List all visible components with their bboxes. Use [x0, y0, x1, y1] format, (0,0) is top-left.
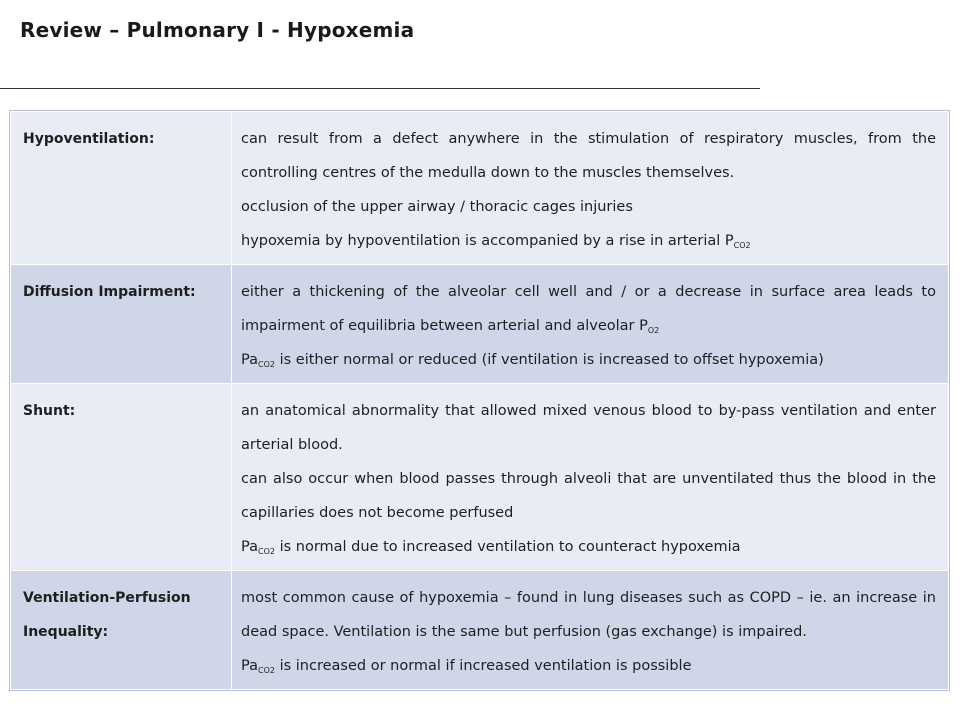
slide-title: Review – Pulmonary I - Hypoxemia: [20, 18, 415, 42]
description-line: most common cause of hypoxemia – found in lung diseases such as COPD – ie. an increase in dead space. Ventilation is the same but perfusion (gas exchange) is impaired.: [241, 590, 936, 640]
row-description: [232, 384, 949, 571]
line-text: is increased or normal if increased ventilation is possible: [274, 658, 692, 674]
subscript: CO2: [257, 666, 275, 675]
description-line: [241, 530, 936, 564]
line-text: is normal due to increased ventilation to counteract hypoxemia: [274, 539, 741, 555]
hypoxemia-review-table: [10, 111, 949, 690]
line-text: is either normal or reduced (if ventilation is increased to offset hypoxemia): [274, 352, 824, 368]
description-line: can also occur when blood passes through alveoli that are unventilated thus the blood in the capillaries does not become perfused: [241, 471, 936, 521]
description-line: can result from a defect anywhere in the stimulation of respiratory muscles, from the controlling centres of the medulla down to the muscles themselves.: [241, 131, 936, 181]
row-description: [232, 265, 949, 384]
line-text: either a thickening of the alveolar cell well and / or a decrease in surface area leads to impairment of equilibria between arterial and alveolar P: [241, 284, 936, 334]
table-row-ventilation-perfusion: [11, 571, 949, 690]
subscript: CO2: [257, 547, 275, 556]
subscript: O2: [647, 326, 660, 335]
row-term: Diffusion Impairment:: [11, 265, 232, 384]
description-line: occlusion of the upper airway / thoracic cages injuries: [241, 199, 633, 215]
line-text: hypoxemia by hypoventilation is accompanied by a rise in arterial P: [241, 233, 734, 249]
description-line: [241, 224, 936, 258]
title-divider: [0, 88, 760, 89]
line-text: Pa: [241, 352, 258, 368]
row-description: [232, 112, 949, 265]
description-line: [241, 275, 936, 343]
row-term: Shunt:: [11, 384, 232, 571]
row-term: Hypoventilation:: [11, 112, 232, 265]
row-term: Ventilation-Perfusion Inequality:: [11, 571, 232, 690]
description-line: [241, 343, 936, 377]
subscript: CO2: [257, 360, 275, 369]
table-row-diffusion-impairment: [11, 265, 949, 384]
line-text: Pa: [241, 539, 258, 555]
row-description: [232, 571, 949, 690]
subscript: CO2: [733, 241, 751, 250]
table-row-shunt: [11, 384, 949, 571]
line-text: Pa: [241, 658, 258, 674]
description-line: an anatomical abnormality that allowed mixed venous blood to by-pass ventilation and enter arterial blood.: [241, 403, 936, 453]
description-line: [241, 649, 936, 683]
table-row-hypoventilation: [11, 112, 949, 265]
